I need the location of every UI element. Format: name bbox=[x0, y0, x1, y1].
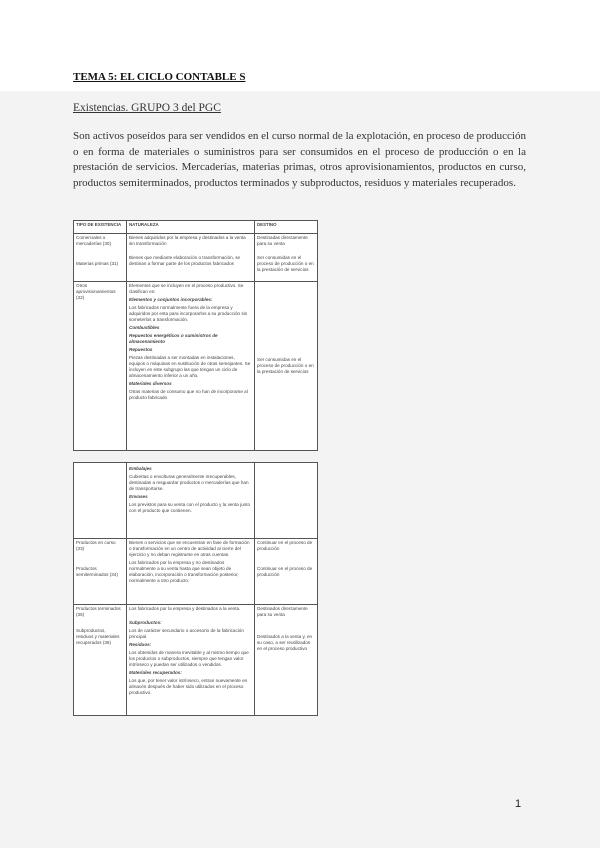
destino-comerciales: Destinadas directamente para su venta bbox=[257, 234, 308, 246]
cont-heading-2: Envases bbox=[129, 494, 148, 499]
tipo-semiterminados: Productos semiterminados (34) bbox=[76, 566, 118, 577]
tipo-materias-primas: Materias primas (31) bbox=[76, 260, 119, 266]
cell-tipo bbox=[74, 605, 127, 716]
tipo-terminados: Productos terminados (35) bbox=[76, 606, 121, 617]
sub-text-2: Los obtenidos de manera inevitable y al mismo tiempo que los productos o subproductos, siempre que tengan valor intrínseco y puedan ser utilizados o vendidos. bbox=[129, 650, 249, 667]
naturaleza-semiterminados: Los fabricados por la empresa y no destinados normalmente a su venta hasta que sean objeto de elaboración, incorporación o transformación posterior, normalmente a otro producto. bbox=[129, 560, 239, 583]
header-naturaleza: NATURALEZA bbox=[127, 221, 255, 234]
page-number: 1 bbox=[515, 798, 522, 810]
destino-materias-primas: Ser consumidas en el proceso de producción o en la prestación de servicios bbox=[257, 254, 314, 272]
cell-destino bbox=[255, 605, 318, 716]
table-row bbox=[74, 281, 318, 450]
tipo-subproductos: Subproductos, residuos y materiales recuperados (36) bbox=[76, 628, 120, 645]
intro-paragraph: Son activos poseídos para ser vendidos en el curso normal de la explotación, en proceso de producción o en forma de materiales o suministros para ser consumidos en el proceso de producción o en la prestación de servicios. Mercaderías, materias primas, otros aprovisionamientos, productos en curso, productos semiterminados, productos terminados y subproductos, residuos y materiales recuperados. bbox=[73, 130, 526, 189]
cont-heading-1: Embalajes bbox=[129, 466, 152, 471]
table-row bbox=[74, 463, 318, 539]
naturaleza-terminados: Los fabricados por la empresa y destinados a la venta. bbox=[129, 606, 241, 611]
sub-heading-2: Residuos: bbox=[129, 642, 152, 647]
header-tipo: TIPO DE EXISTENCIA bbox=[74, 221, 127, 234]
otros-heading-4: Repuestos bbox=[129, 346, 153, 352]
naturaleza-comerciales: Bienes adquiridos por la empresa y destinados a la venta sin transformación bbox=[129, 234, 246, 246]
otros-heading-5: Materiales diversos bbox=[129, 380, 172, 386]
otros-text-5: Otras materias de consumo que no han de incorporarse al producto fabricado bbox=[129, 388, 248, 400]
cell-destino: Ser consumidas en el proceso de producción o en la prestación de servicios bbox=[255, 281, 318, 450]
naturaleza-productos-en-curso: Bienes o servicios que se encuentran en fase de formación o transformación en un centro de actividad al cierre del ejercicio y no deban registrarse en otras cuentas. bbox=[129, 540, 250, 557]
otros-text-1: Los fabricados normalmente fuera de la empresa y adquiridos por esta para incorporarlos a su producción sin someterlos a transformación. bbox=[129, 304, 248, 322]
otros-heading-2: Combustibles bbox=[129, 324, 160, 330]
table-row bbox=[74, 605, 318, 716]
cont-text-1: Cubiertas o envolturas generalmente irrecuperables, destinadas a resguardar productos o mercaderías que han de transportarse. bbox=[129, 474, 249, 491]
cell-destino bbox=[255, 233, 318, 281]
otros-heading-3: Repuestos energéticos o suministros de almacenamiento bbox=[129, 332, 218, 344]
destino-terminados: Destinados directamente para su venta bbox=[257, 606, 308, 617]
cell-naturaleza bbox=[127, 281, 255, 450]
existencias-table-part-2 bbox=[73, 462, 318, 716]
table-header-row bbox=[74, 221, 318, 234]
sub-text-1: Los de carácter secundario o accesorio de la fabricación principal. bbox=[129, 628, 244, 639]
existencias-table-part-1 bbox=[73, 220, 318, 451]
section-subtitle: Existencias. GRUPO 3 del PGC bbox=[73, 102, 221, 114]
cell-tipo bbox=[74, 233, 127, 281]
sub-heading-1: Subproductos: bbox=[129, 620, 162, 625]
naturaleza-materias-primas: Bienes que mediante elaboración o transformación, se destinan a formar parte de los productos fabricados bbox=[129, 254, 241, 266]
header-destino: DESTINO bbox=[255, 221, 318, 234]
otros-text-4: Piezas destinadas a ser montadas en instalaciones, equipos o máquinas en sustitución de otras semejantes. Se incluyen en este subgrupo las que tengan un ciclo de almacenamiento inferior a un año. bbox=[129, 354, 251, 378]
sub-heading-3: Materiales recuperados: bbox=[129, 670, 182, 675]
destino-subproductos: Destinados a la venta y, en su caso, a ser reutilizados en el proceso productivo bbox=[257, 634, 313, 651]
destino-semiterminados: Continuar en el proceso de producción bbox=[257, 566, 313, 577]
tipo-productos-en-curso: Productos en curso (33) bbox=[76, 540, 116, 551]
cell-destino bbox=[255, 539, 318, 605]
cell-tipo bbox=[74, 463, 127, 539]
cell-tipo: Otros aprovisionamientos (32) bbox=[74, 281, 127, 450]
destino-productos-en-curso: Continuar en el proceso de producción bbox=[257, 540, 313, 551]
cell-tipo bbox=[74, 539, 127, 605]
cell-naturaleza bbox=[127, 605, 255, 716]
sub-text-3: Los que, por tener valor intrínseco, entran nuevamente en almacén después de haber sido utilizados en el proceso productivo. bbox=[129, 678, 248, 695]
table-row bbox=[74, 539, 318, 605]
otros-intro: Elementos que se incluyen en el proceso productivo. Se clasifican en: bbox=[129, 282, 244, 294]
cell-naturaleza bbox=[127, 539, 255, 605]
page-heading: TEMA 5: EL CICLO CONTABLE S bbox=[73, 71, 246, 83]
cell-naturaleza bbox=[127, 463, 255, 539]
otros-heading-1: Elementos y conjuntos incorporables: bbox=[129, 296, 213, 302]
cont-text-2: Los previstos para su venta con el producto y la venta junto con el producto que contienen. bbox=[129, 502, 251, 513]
cell-naturaleza bbox=[127, 233, 255, 281]
cell-destino bbox=[255, 463, 318, 539]
tipo-comerciales: Comerciales o mercaderías (30) bbox=[76, 234, 111, 246]
table-row bbox=[74, 233, 318, 281]
